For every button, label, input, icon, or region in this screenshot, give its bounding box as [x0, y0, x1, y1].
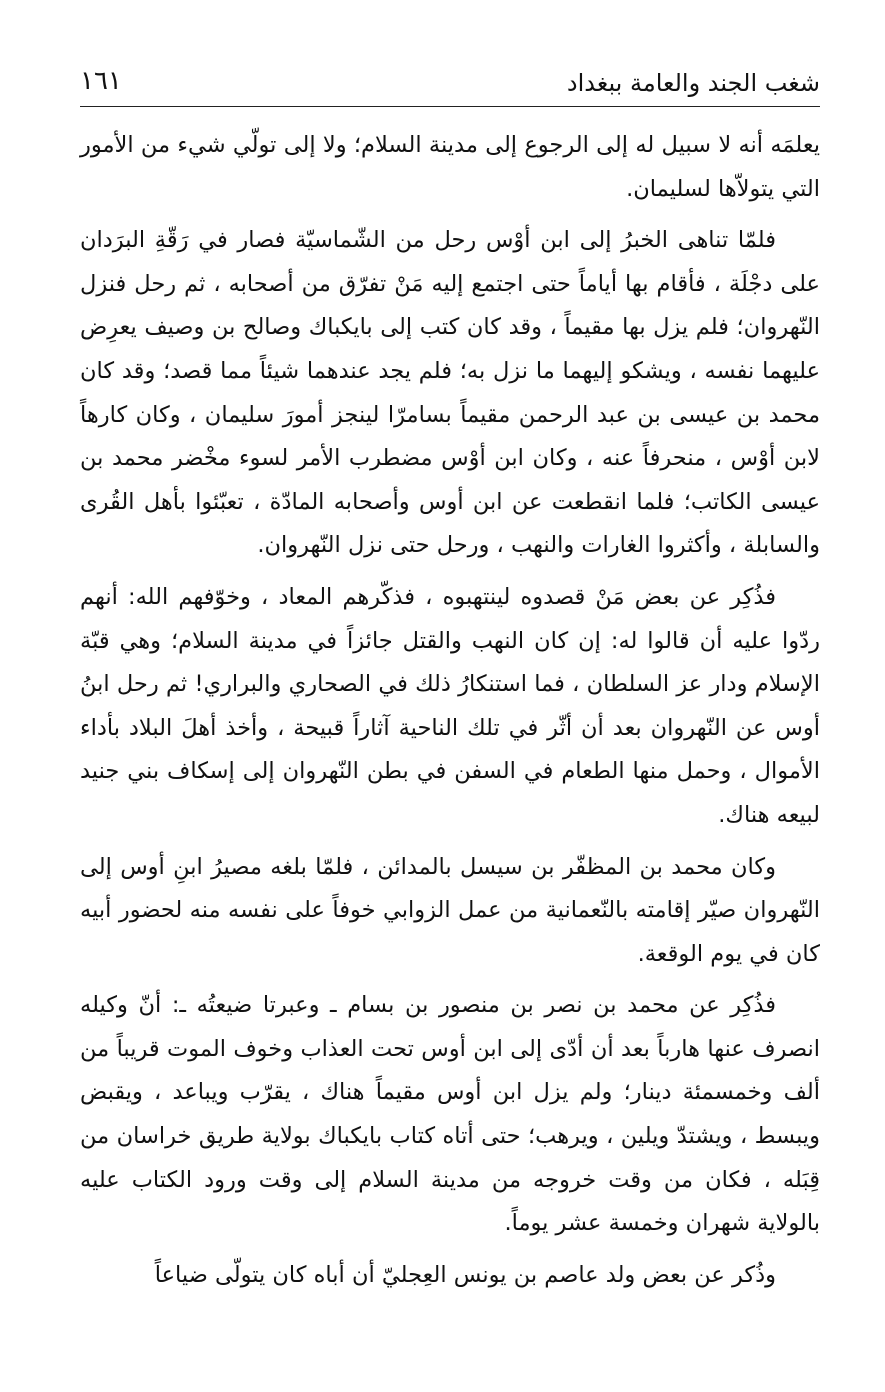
paragraph: فذُكِر عن محمد بن نصر بن منصور بن بسام ـ وعبرتا ضيعتُه ـ: أنّ وكيله انصرف عنها هارباً بعد أن أدّى إلى ابن أوس تحت العذاب وخوف الموت قريباً من ألف وخمسمئة دينار؛ ولم يزل ابن أوس مقيماً هناك ، يقرّب ويباعد ، ويقبض ويبسط ، ويشتدّ ويلين ، ويرهب؛ حتى أتاه كتاب بايكباك بولاية طريق خراسان من قِبَله ، فكان من وقت خروجه من مدينة السلام إلى وقت ورود الكتاب عليه بالولاية شهران وخمسة عشر يوماً. — [80, 992, 820, 1237]
page-number: ١٦١ — [80, 66, 122, 96]
paragraph: وكان محمد بن المظفّر بن سيسل بالمدائن ، فلمّا بلغه مصيرُ ابنِ أوس إلى النّهروان صيّر إقامته بالنّعمانية من عمل الزوابي خوفاً على نفسه منه لحضور أبيه كان في يوم الوقعة. — [80, 853, 820, 967]
paragraph: فذُكِر عن بعض مَنْ قصدوه لينتهبوه ، فذكّرهم المعاد ، وخوّفهم الله: أنهم ردّوا عليه أن قالوا له: إن كان النهب والقتل جائزاً في مدينة السلام؛ وهي قبّة الإسلام ودار عز السلطان ، فما استنكارُ ذلك في الصحاري والبراري! ثم رحل ابنُ أوس عن النّهروان بعد أن أثّر في تلك الناحية آثاراً قبيحة ، وأخذ أهلَ البلاد بأداء الأموال ، وحمل منها الطعام في السفن في بطن النّهروان إلى إسكاف بني جنيد لبيعه هناك. — [80, 583, 820, 828]
paragraph-continuation: يعلمَه أنه لا سبيل له إلى الرجوع إلى مدينة السلام؛ ولا إلى تولّي شيء من الأمور التي يتولاّها لسليمان. — [80, 132, 820, 202]
page-header — [80, 64, 820, 107]
running-title: شغب الجند والعامة ببغداد — [566, 69, 820, 97]
paragraph: وذُكر عن بعض ولد عاصم بن يونس العِجليّ أن أباه كان يتولّى ضياعاً — [154, 1261, 776, 1288]
paragraph: فلمّا تناهى الخبرُ إلى ابن أوْس رحل من الشّماسيّة فصار في رَقّةِ البرَدان على دجْلَة ، فأقام بها أياماً حتى اجتمع إليه مَنْ تفرّق من أصحابه ، ثم رحل فنزل النّهروان؛ فلم يزل بها مقيماً ، وقد كان كتب إلى بايكباك وصالح بن وصيف يعرِض عليهما نفسه ، ويشكو إليهما ما نزل به؛ فلم يجد عندهما شيئاً مما قصد؛ وقد كان محمد بن عيسى بن عبد الرحمن مقيماً بسامرّا لينجز أمورَ سليمان ، وكان كارهاً لابن أوْس ، منحرفاً عنه ، وكان ابن أوْس مضطرب الأمر لسوء مخْضر محمد بن عيسى الكاتب؛ فلما انقطعت عن ابن أوس وأصحابه المادّة ، تعبّئوا بأهل القُرى والسابلة ، وأكثروا الغارات والنهب ، ورحل حتى نزل النّهروان. — [80, 227, 820, 559]
body-text — [80, 124, 820, 1297]
